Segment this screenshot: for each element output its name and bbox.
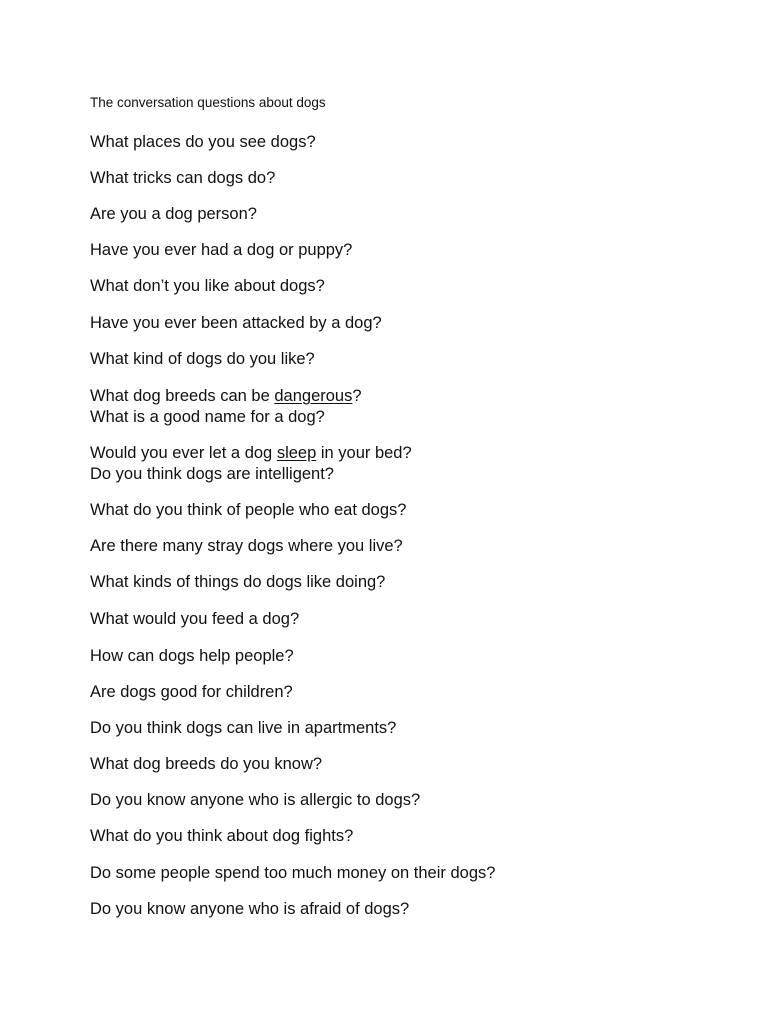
question-line <box>90 204 257 224</box>
question-line <box>90 132 316 152</box>
question-text: Are dogs good for children? <box>90 683 293 701</box>
question-line <box>90 464 334 484</box>
question-line <box>90 240 352 260</box>
question-text: What don’t you like about dogs? <box>90 277 325 295</box>
question-text: Do some people spend too much money on their dogs? <box>90 864 496 882</box>
question-text: What would you feed a dog? <box>90 610 300 628</box>
question-line <box>90 572 385 592</box>
question-text: Have you ever had a dog or puppy? <box>90 241 353 259</box>
question-text-end: in your bed? <box>316 444 412 462</box>
question-text: What dog breeds can be <box>90 387 275 405</box>
underlined-word: sleep <box>276 444 317 462</box>
question-text: Do you know anyone who is allergic to dogs? <box>90 791 421 809</box>
underlined-word: dangerous <box>274 387 353 405</box>
question-text: What do you think about dog fights? <box>90 827 354 845</box>
question-line <box>90 500 406 520</box>
question-text: Do you think dogs can live in apartments? <box>90 719 397 737</box>
question-text: What kind of dogs do you like? <box>90 350 315 368</box>
question-text: What dog breeds do you know? <box>90 755 323 773</box>
question-line <box>90 313 382 333</box>
question-text: Do you think dogs are intelligent? <box>90 465 334 483</box>
question-text: Are you a dog person? <box>90 205 257 223</box>
question-text: What is a good name for a dog? <box>90 408 325 426</box>
question-line <box>90 863 495 883</box>
question-text-end: ? <box>352 387 362 405</box>
question-line <box>90 682 293 702</box>
question-line <box>90 386 362 406</box>
question-line <box>90 718 396 738</box>
question-text: Do you know anyone who is afraid of dogs? <box>90 900 410 918</box>
question-line <box>90 899 409 919</box>
question-text: How can dogs help people? <box>90 647 294 665</box>
question-text: Have you ever been attacked by a dog? <box>90 314 382 332</box>
question-line <box>90 646 294 666</box>
question-line <box>90 407 325 427</box>
question-line <box>90 276 325 296</box>
question-line <box>90 826 353 846</box>
question-text: What tricks can dogs do? <box>90 169 276 187</box>
question-line <box>90 168 275 188</box>
question-text: Are there many stray dogs where you live? <box>90 537 403 555</box>
question-line <box>90 349 315 369</box>
question-line <box>90 609 299 629</box>
question-text: What do you think of people who eat dogs? <box>90 501 407 519</box>
question-text: Would you ever let a dog <box>90 444 277 462</box>
document-title: The conversation questions about dogs <box>90 95 326 110</box>
question-line <box>90 754 322 774</box>
question-text: What places do you see dogs? <box>90 133 316 151</box>
question-line <box>90 443 412 463</box>
question-line <box>90 536 403 556</box>
question-text: What kinds of things do dogs like doing? <box>90 573 386 591</box>
question-line <box>90 790 420 810</box>
